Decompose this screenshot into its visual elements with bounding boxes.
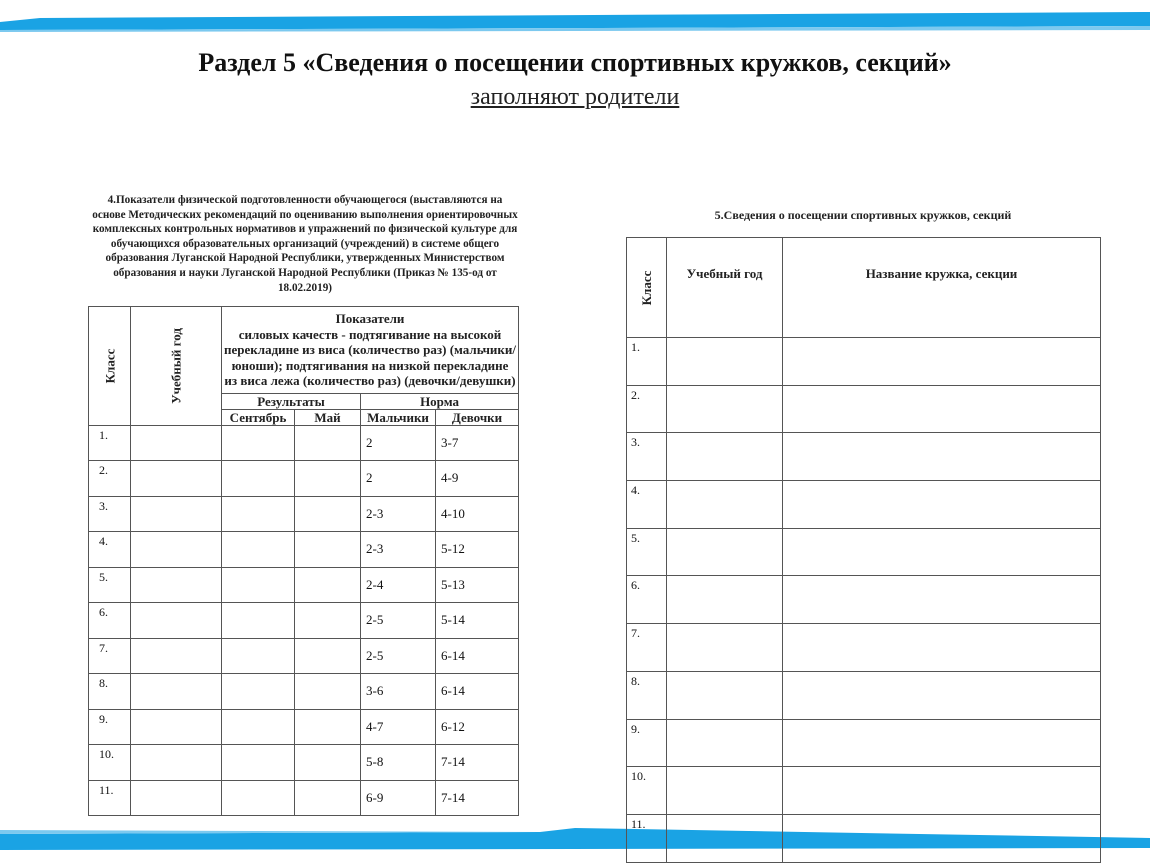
year-cell[interactable] [131,532,222,568]
slide-title: Раздел 5 «Сведения о посещении спортивных кружков, секций» [198,48,952,77]
table-row [89,674,519,710]
table-row [89,709,519,745]
september-result-cell[interactable] [222,461,295,497]
row-class-number: 4. [89,532,131,568]
boys-norm-cell: 2-5 [361,638,436,674]
t4-results-header: Результаты [222,393,361,409]
september-result-cell[interactable] [222,674,295,710]
september-result-cell[interactable] [222,638,295,674]
girls-norm-cell: 4-10 [436,496,519,532]
boys-norm-cell: 2 [361,461,436,497]
may-result-cell[interactable] [295,709,361,745]
year-cell[interactable] [131,461,222,497]
row-class-number: 5. [627,528,667,576]
row-class-number: 9. [627,719,667,767]
september-result-cell[interactable] [222,567,295,603]
row-class-number: 8. [627,671,667,719]
row-class-number: 6. [89,603,131,639]
may-result-cell[interactable] [295,674,361,710]
year-cell[interactable] [667,481,783,529]
club-name-cell[interactable] [783,338,1101,386]
row-class-number: 10. [627,767,667,815]
girls-norm-cell: 3-7 [436,425,519,461]
girls-norm-cell: 7-14 [436,745,519,781]
row-class-number: 8. [89,674,131,710]
boys-norm-cell: 2-3 [361,496,436,532]
table-row [89,425,519,461]
table-row [627,528,1101,576]
september-result-cell[interactable] [222,603,295,639]
row-class-number: 6. [627,576,667,624]
club-name-cell[interactable] [783,814,1101,862]
club-name-cell[interactable] [783,767,1101,815]
row-class-number: 11. [627,814,667,862]
table5-caption: 5.Сведения о посещении спортивных кружков, секций [714,208,1012,222]
table-row [627,338,1101,386]
top-accent-stripe [0,12,1150,32]
year-cell[interactable] [667,767,783,815]
table-row [627,433,1101,481]
row-class-number: 1. [627,338,667,386]
september-result-cell[interactable] [222,532,295,568]
may-result-cell[interactable] [295,603,361,639]
club-name-cell[interactable] [783,671,1101,719]
boys-norm-cell: 4-7 [361,709,436,745]
t4-col-class: Класс [89,307,131,426]
september-result-cell[interactable] [222,425,295,461]
row-class-number: 3. [627,433,667,481]
row-class-number: 5. [89,567,131,603]
row-class-number: 1. [89,425,131,461]
table-row [627,671,1101,719]
table-row [89,461,519,497]
table-row [627,576,1101,624]
may-result-cell[interactable] [295,496,361,532]
club-name-cell[interactable] [783,385,1101,433]
girls-norm-cell: 5-13 [436,567,519,603]
table-row [627,385,1101,433]
club-name-cell[interactable] [783,528,1101,576]
t5-col-name: Название кружка, секции [783,238,1101,338]
t5-col-class: Класс [627,238,667,338]
year-cell[interactable] [131,709,222,745]
year-cell[interactable] [131,745,222,781]
year-cell[interactable] [131,603,222,639]
year-cell[interactable] [667,528,783,576]
t4-col-year: Учебный год [131,307,222,426]
t4-may-header: Май [295,409,361,425]
girls-norm-cell: 6-14 [436,638,519,674]
table-row [89,638,519,674]
table-row [89,496,519,532]
may-result-cell[interactable] [295,532,361,568]
row-class-number: 2. [627,385,667,433]
physical-fitness-table [88,306,519,816]
club-name-cell[interactable] [783,433,1101,481]
september-result-cell[interactable] [222,780,295,816]
year-cell[interactable] [667,433,783,481]
year-cell[interactable] [131,425,222,461]
club-name-cell[interactable] [783,576,1101,624]
table-row [627,624,1101,672]
year-cell[interactable] [131,674,222,710]
girls-norm-cell: 5-12 [436,532,519,568]
may-result-cell[interactable] [295,461,361,497]
girls-norm-cell: 7-14 [436,780,519,816]
year-cell[interactable] [131,638,222,674]
year-cell[interactable] [667,719,783,767]
year-cell[interactable] [667,338,783,386]
t4-indicators-header [222,307,519,394]
slide-subtitle: заполняют родители [470,84,680,110]
may-result-cell[interactable] [295,745,361,781]
may-result-cell[interactable] [295,567,361,603]
club-name-cell[interactable] [783,481,1101,529]
girls-norm-cell: 4-9 [436,461,519,497]
club-name-cell[interactable] [783,624,1101,672]
t4-norm-header: Норма [361,393,519,409]
boys-norm-cell: 2-3 [361,532,436,568]
year-cell[interactable] [131,780,222,816]
table-row [627,767,1101,815]
t5-col-year: Учебный год [667,238,783,338]
row-class-number: 9. [89,709,131,745]
year-cell[interactable] [131,567,222,603]
t4-boys-header: Мальчики [361,409,436,425]
t4-indicators-text: силовых качеств - подтягивание на высокой перекладине из виса (количество раз) (мальчики/юноши); подтягивания на низкой перекладине из виса лежа (количество раз) (девочки/девушки) [224,326,516,388]
september-result-cell[interactable] [222,745,295,781]
row-class-number: 4. [627,481,667,529]
year-cell[interactable] [667,385,783,433]
year-cell[interactable] [667,671,783,719]
table-row [627,481,1101,529]
boys-norm-cell: 2 [361,425,436,461]
t4-indicators-title: Показатели [335,311,405,326]
september-result-cell[interactable] [222,709,295,745]
row-class-number: 11. [89,780,131,816]
row-class-number: 10. [89,745,131,781]
girls-norm-cell: 6-12 [436,709,519,745]
boys-norm-cell: 2-5 [361,603,436,639]
t4-girls-header: Девочки [436,409,519,425]
year-cell[interactable] [667,576,783,624]
row-class-number: 2. [89,461,131,497]
t4-september-header: Сентябрь [222,409,295,425]
year-cell[interactable] [667,624,783,672]
table-row [89,567,519,603]
may-result-cell[interactable] [295,780,361,816]
boys-norm-cell: 5-8 [361,745,436,781]
t4-body [89,425,519,816]
row-class-number: 7. [627,624,667,672]
club-name-cell[interactable] [783,719,1101,767]
girls-norm-cell: 5-14 [436,603,519,639]
table-row [627,719,1101,767]
boys-norm-cell: 3-6 [361,674,436,710]
girls-norm-cell: 6-14 [436,674,519,710]
table-row [89,780,519,816]
may-result-cell[interactable] [295,425,361,461]
year-cell[interactable] [667,814,783,862]
boys-norm-cell: 2-4 [361,567,436,603]
sports-clubs-table [626,237,1101,863]
september-result-cell[interactable] [222,496,295,532]
year-cell[interactable] [131,496,222,532]
table4-caption: 4.Показатели физической подготовленности обучающегося (выставляются на основе Методических рекомендаций по оцениванию выполнения ориентировочных комплексных контрольных нормативов и упражнений по физической культуре для обучающихся образовательных организаций (учреждений) в системе общего образования Луганской Народной Республики, утвержденных Министерством образования и науки Луганской Народной Республики (Приказ № 135-од от 18.02.2019) [92,194,518,294]
table-row [89,532,519,568]
row-class-number: 7. [89,638,131,674]
boys-norm-cell: 6-9 [361,780,436,816]
t5-body [627,338,1101,863]
table-row [627,814,1101,862]
table-row [89,745,519,781]
table-row [89,603,519,639]
may-result-cell[interactable] [295,638,361,674]
row-class-number: 3. [89,496,131,532]
